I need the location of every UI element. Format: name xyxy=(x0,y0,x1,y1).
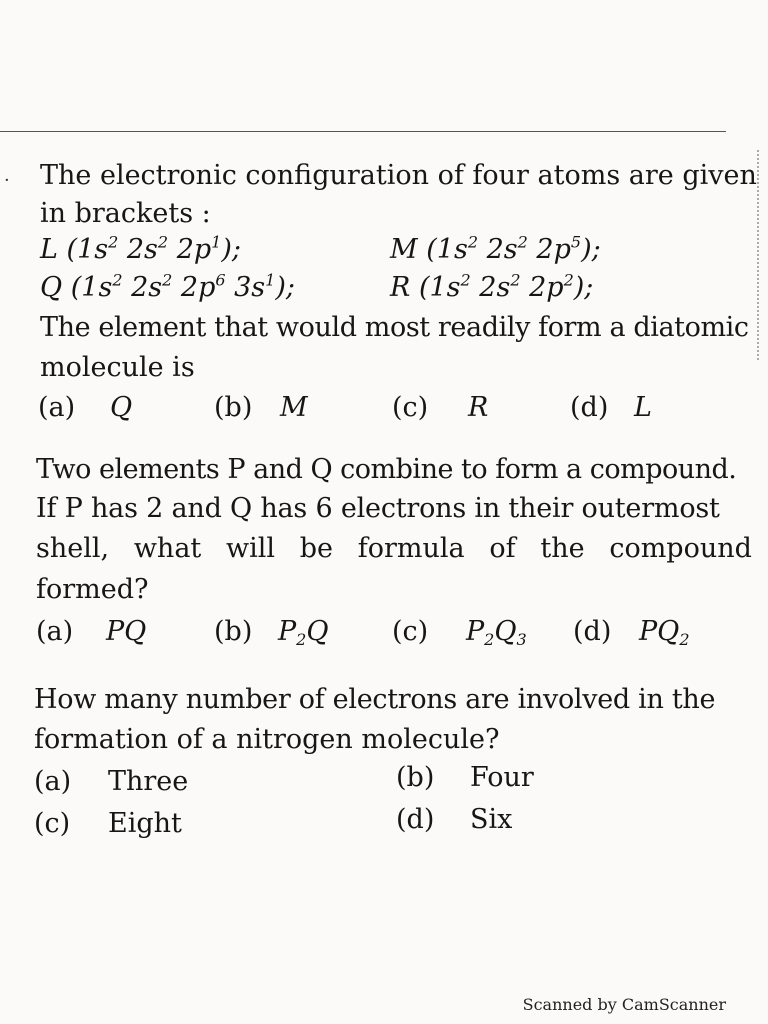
config-value: ($1s^2$ $2s^2$ $2p^6$ $3s^1$); xyxy=(70,270,295,303)
word: compound xyxy=(609,533,752,564)
word: what xyxy=(133,533,202,564)
option-label: (c) xyxy=(34,808,71,839)
option-value: $PQ_2$ xyxy=(639,616,690,649)
config-value: ($1s^2$ $2s^2$ $2p^2$); xyxy=(418,270,594,303)
option-label: (d) xyxy=(573,616,612,647)
q3-option-b xyxy=(396,762,534,794)
option-value: Six xyxy=(470,804,513,835)
q3-option-c xyxy=(34,808,182,840)
q1-option-b xyxy=(214,392,308,424)
scanner-watermark: Scanned by CamScanner xyxy=(522,995,726,1014)
word: the xyxy=(540,533,585,564)
option-label: (b) xyxy=(214,392,253,423)
q1-config-m xyxy=(390,234,601,266)
q3-option-d xyxy=(396,804,513,836)
q3-option-a xyxy=(34,766,189,798)
q1-question-line1: The element that would most readily form a diatomic xyxy=(40,312,749,343)
option-value: Eight xyxy=(108,808,182,839)
q1-config-q xyxy=(40,272,295,304)
word: of xyxy=(489,533,516,564)
option-label: (b) xyxy=(396,762,435,793)
option-label: (c) xyxy=(392,616,429,647)
option-label: (c) xyxy=(392,392,429,423)
config-value: ($1s^2$ $2s^2$ $2p^5$); xyxy=(426,232,601,265)
q2-option-b xyxy=(214,616,329,649)
option-value: Three xyxy=(108,766,189,797)
q2-line4: formed? xyxy=(36,574,149,605)
word: be xyxy=(299,533,334,564)
q1-option-a xyxy=(38,392,133,424)
q2-option-c xyxy=(392,616,527,649)
page-edge-marks xyxy=(757,150,759,360)
word: formula xyxy=(357,533,465,564)
word: will xyxy=(226,533,276,564)
q1-option-d xyxy=(570,392,652,424)
q1-option-c xyxy=(392,392,489,424)
option-label: (a) xyxy=(34,766,72,797)
q2-line1: Two elements P and Q combine to form a compound. xyxy=(36,454,737,485)
option-value: $P_2Q$ xyxy=(278,616,329,649)
option-value: L xyxy=(634,392,652,423)
question-bullet: · xyxy=(4,170,10,191)
option-value: Four xyxy=(470,762,534,793)
config-symbol: Q xyxy=(40,272,63,303)
q2-option-d xyxy=(573,616,690,649)
config-value: ($1s^2$ $2s^2$ $2p^1$); xyxy=(66,232,241,265)
option-label: (b) xyxy=(214,616,253,647)
option-value: R xyxy=(468,392,489,423)
option-value: $P_2Q_3$ xyxy=(466,616,527,649)
q1-question-line2: molecule is xyxy=(40,352,195,383)
q1-stem-line1: The electronic configuration of four atoms are given xyxy=(40,160,757,191)
q2-line3 xyxy=(36,533,752,565)
q2-option-a xyxy=(36,616,147,648)
config-symbol: R xyxy=(390,272,411,303)
config-symbol: M xyxy=(390,234,418,265)
q1-stem-line2: in brackets : xyxy=(40,198,211,229)
q2-line2: If P has 2 and Q has 6 electrons in their outermost xyxy=(36,493,720,524)
option-label: (a) xyxy=(36,616,74,647)
option-label: (d) xyxy=(396,804,435,835)
option-value: M xyxy=(280,392,308,423)
option-value: Q xyxy=(110,392,133,423)
q3-line2: formation of a nitrogen molecule? xyxy=(34,724,500,755)
top-rule xyxy=(0,131,726,132)
q1-config-l xyxy=(40,234,241,266)
option-label: (d) xyxy=(570,392,609,423)
config-symbol: L xyxy=(40,234,58,265)
q1-config-r xyxy=(390,272,593,304)
option-value: PQ xyxy=(106,616,147,647)
q3-line1: How many number of electrons are involved in the xyxy=(34,684,716,715)
option-label: (a) xyxy=(38,392,76,423)
word: shell, xyxy=(36,533,110,564)
